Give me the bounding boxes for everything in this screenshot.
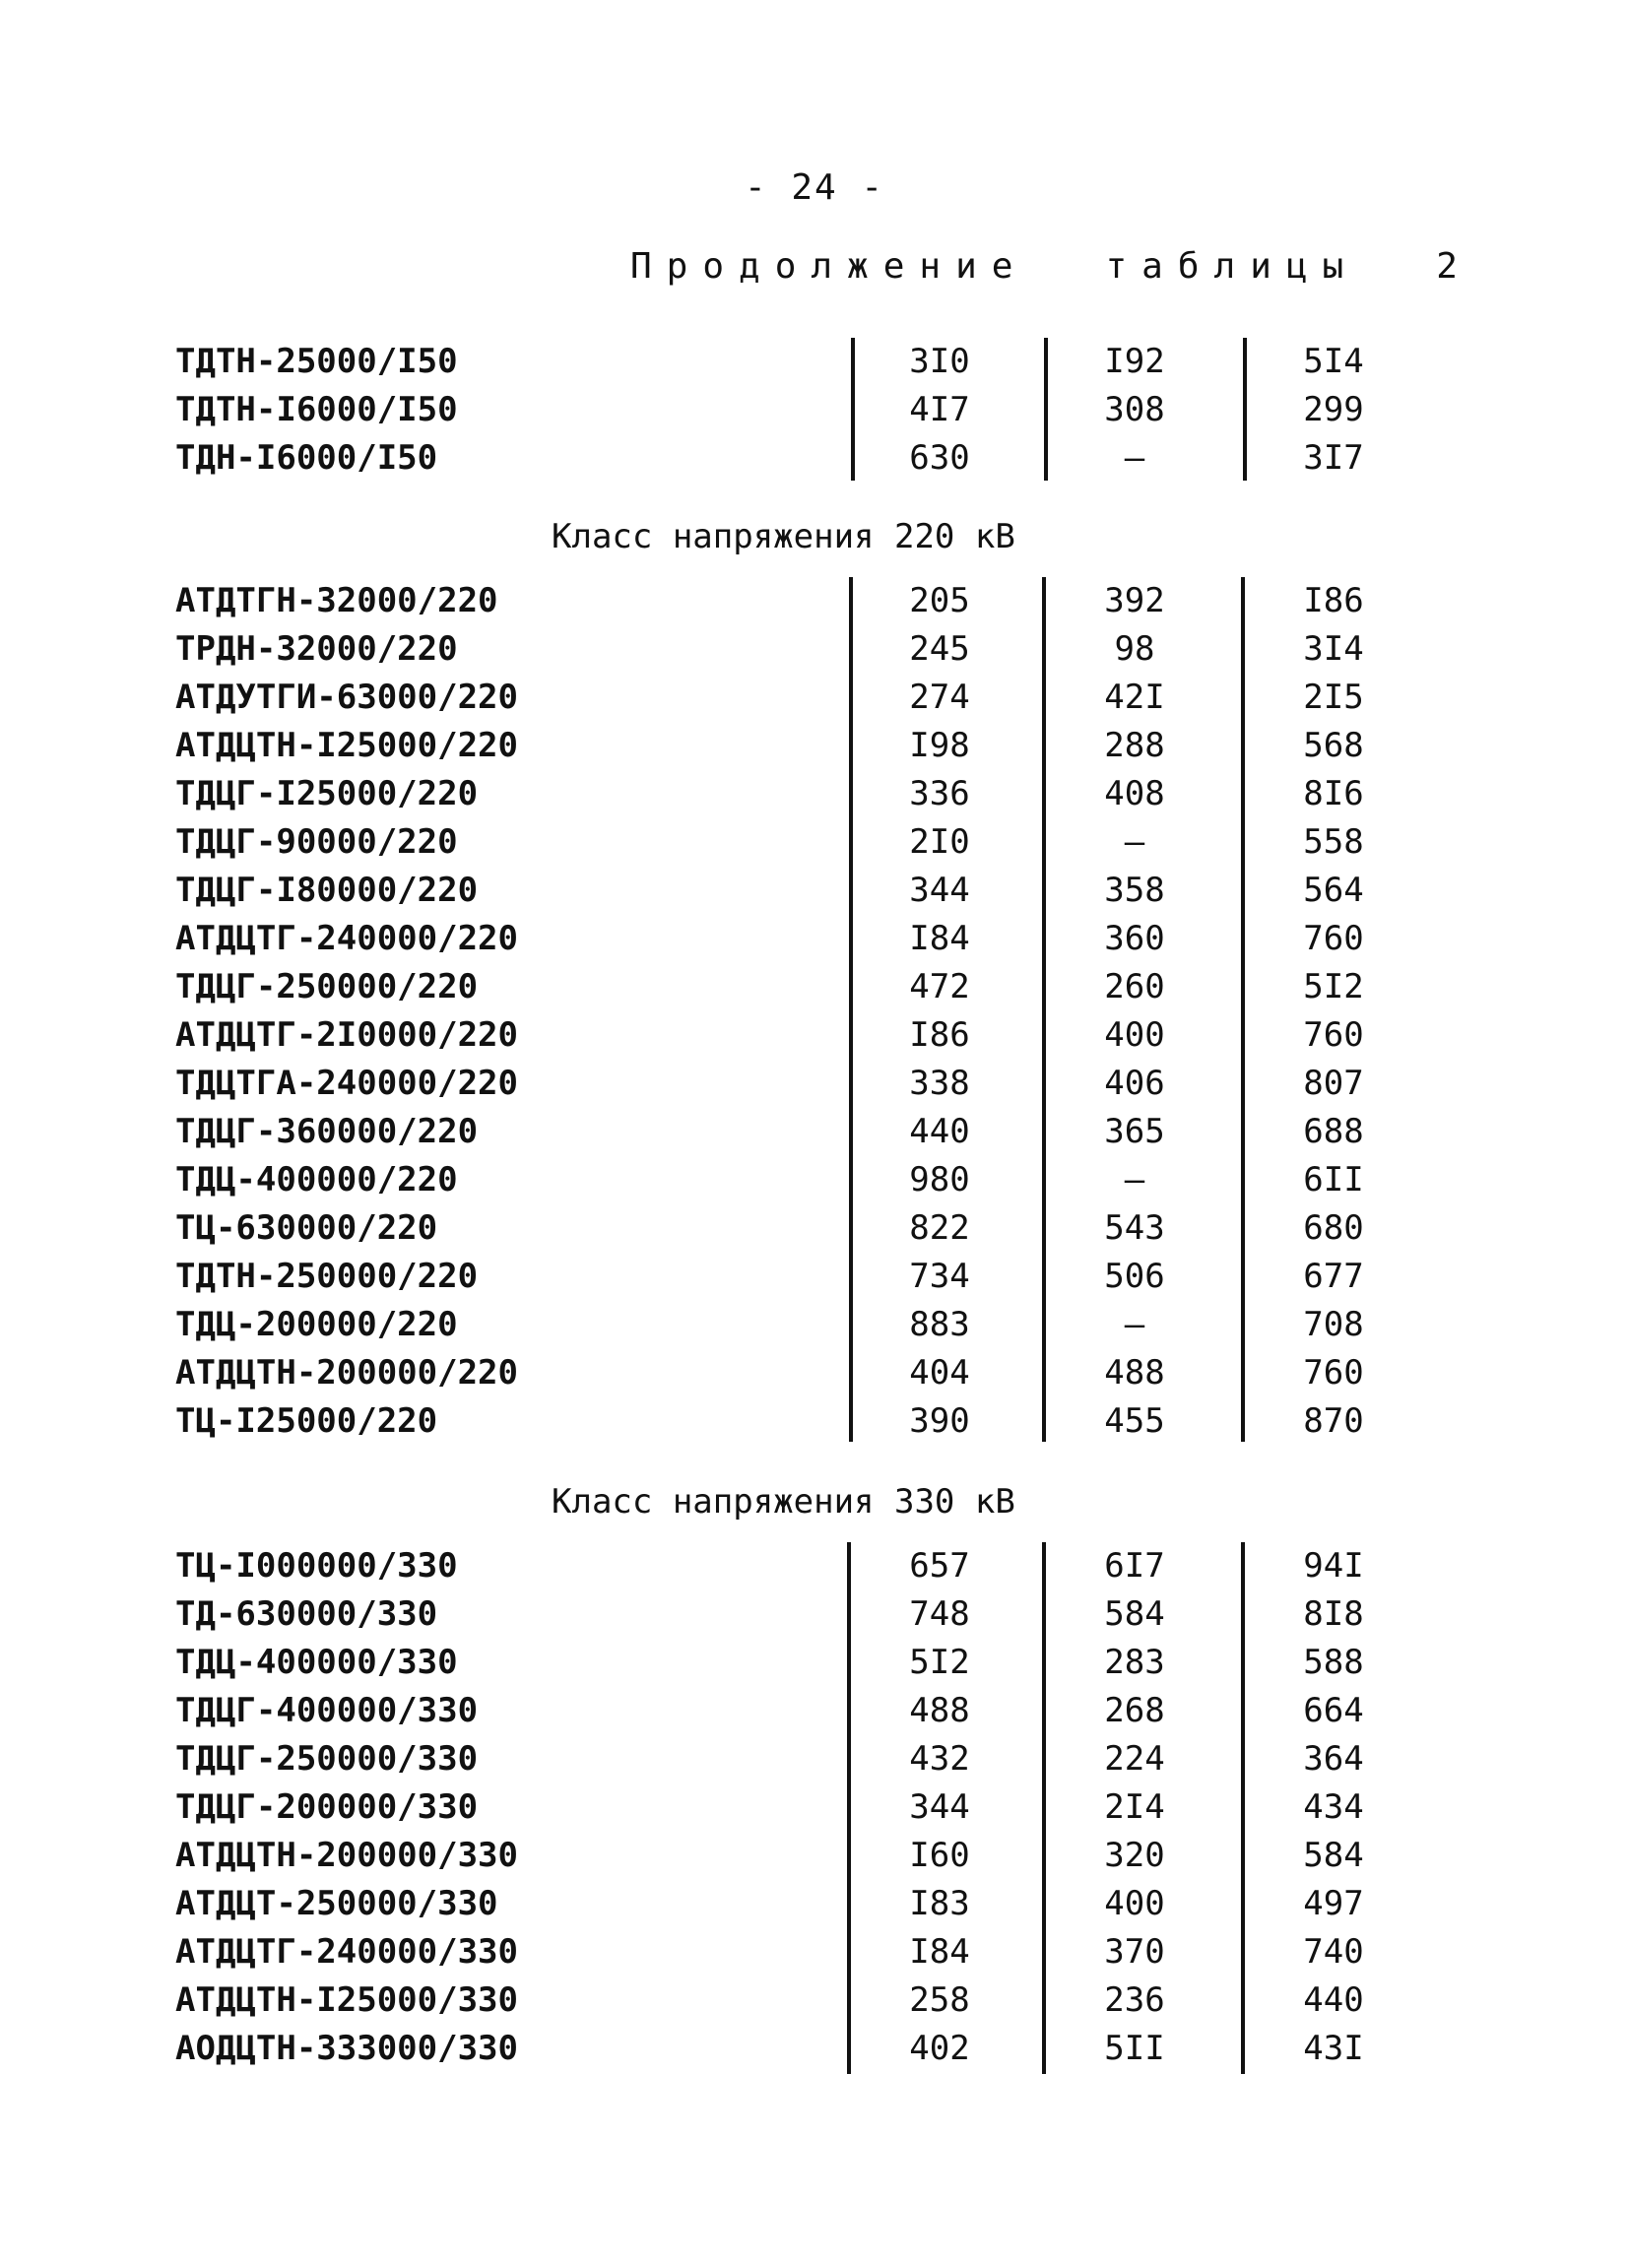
value-cell-c1: 245 (909, 629, 970, 669)
table-row (0, 770, 1629, 818)
value-cell-c2: – (1124, 1305, 1145, 1344)
transformer-type: ТДЦГ-250000/330 (175, 1739, 479, 1779)
value-cell-c3: 870 (1303, 1401, 1364, 1441)
value-cell-c3: 5I2 (1303, 967, 1364, 1006)
value-cell-c3: 8I8 (1303, 1594, 1364, 1634)
value-cell-c3: 43I (1303, 2029, 1364, 2068)
value-cell-c1: I98 (909, 726, 970, 765)
table-row (0, 1349, 1629, 1397)
transformer-type: ТДЦГ-90000/220 (175, 822, 458, 862)
table-row (0, 1639, 1629, 1687)
value-cell-c3: 5I4 (1303, 342, 1364, 381)
value-cell-c2: 268 (1104, 1691, 1165, 1730)
transformer-type: ТРДН-32000/220 (175, 629, 458, 669)
table-row (0, 1156, 1629, 1204)
transformer-type: ТДЦТГА-240000/220 (175, 1064, 518, 1103)
value-cell-c2: 584 (1104, 1594, 1165, 1634)
value-cell-c3: 564 (1303, 871, 1364, 910)
value-cell-c3: 3I4 (1303, 629, 1364, 669)
value-cell-c3: 760 (1303, 919, 1364, 958)
value-cell-c1: 344 (909, 871, 970, 910)
value-cell-c1: 2I0 (909, 822, 970, 862)
value-cell-c2: 224 (1104, 1739, 1165, 1779)
value-cell-c3: 584 (1303, 1836, 1364, 1875)
transformer-type: ТДЦ-200000/220 (175, 1305, 458, 1344)
transformer-type: ТД-630000/330 (175, 1594, 438, 1634)
value-cell-c3: 588 (1303, 1643, 1364, 1682)
table-row (0, 818, 1629, 867)
value-cell-c2: 455 (1104, 1401, 1165, 1441)
table-block-330kv (0, 1542, 1629, 2073)
value-cell-c3: I86 (1303, 581, 1364, 620)
value-cell-c2: – (1124, 1160, 1145, 1199)
transformer-type: АТДЦТГ-240000/220 (175, 919, 518, 958)
value-cell-c3: 8I6 (1303, 774, 1364, 813)
value-cell-c1: 5I2 (909, 1643, 970, 1682)
value-cell-c1: I86 (909, 1015, 970, 1055)
value-cell-c3: 708 (1303, 1305, 1364, 1344)
value-cell-c2: 358 (1104, 871, 1165, 910)
table-row (0, 1832, 1629, 1880)
value-cell-c1: 338 (909, 1064, 970, 1103)
continuation-word: Продолжение (630, 246, 1028, 287)
value-cell-c1: 4I7 (909, 390, 970, 429)
value-cell-c1: 404 (909, 1353, 970, 1393)
value-cell-c2: 308 (1104, 390, 1165, 429)
value-cell-c2: 400 (1104, 1884, 1165, 1923)
table-row (0, 1108, 1629, 1156)
value-cell-c2: 370 (1104, 1932, 1165, 1972)
table-row (0, 1397, 1629, 1446)
value-cell-c2: 408 (1104, 774, 1165, 813)
page-number: - 24 - (744, 167, 885, 208)
table-row (0, 1687, 1629, 1735)
transformer-type: АТДУТГИ-63000/220 (175, 678, 518, 717)
table-row (0, 625, 1629, 674)
value-cell-c3: 760 (1303, 1353, 1364, 1393)
value-cell-c3: 299 (1303, 390, 1364, 429)
value-cell-c3: 6II (1303, 1160, 1364, 1199)
value-cell-c3: 2I5 (1303, 678, 1364, 717)
value-cell-c1: 822 (909, 1208, 970, 1248)
transformer-type: ТДЦ-400000/220 (175, 1160, 458, 1199)
value-cell-c3: 688 (1303, 1112, 1364, 1151)
value-cell-c2: 260 (1104, 967, 1165, 1006)
transformer-type: ТДЦГ-200000/330 (175, 1787, 479, 1827)
table-row (0, 1060, 1629, 1108)
transformer-type: ТДЦГ-400000/330 (175, 1691, 479, 1730)
value-cell-c2: 6I7 (1104, 1546, 1165, 1586)
transformer-type: АТДЦТН-200000/330 (175, 1836, 518, 1875)
value-cell-c2: 543 (1104, 1208, 1165, 1248)
table-rows (0, 577, 1629, 1446)
transformer-type: АТДТГН-32000/220 (175, 581, 498, 620)
table-row (0, 915, 1629, 963)
table-row (0, 1011, 1629, 1060)
table-row (0, 674, 1629, 722)
transformer-type: АТДЦТН-I25000/330 (175, 1980, 518, 2020)
table-block-top (0, 338, 1629, 483)
table-row (0, 722, 1629, 770)
transformer-type: ТДЦ-400000/330 (175, 1643, 458, 1682)
value-cell-c2: 98 (1114, 629, 1155, 669)
value-cell-c3: 807 (1303, 1064, 1364, 1103)
value-cell-c2: 2I4 (1104, 1787, 1165, 1827)
value-cell-c1: I84 (909, 919, 970, 958)
value-cell-c2: – (1124, 438, 1145, 478)
table-row (0, 1880, 1629, 1928)
transformer-type: ТДЦГ-360000/220 (175, 1112, 479, 1151)
value-cell-c3: 760 (1303, 1015, 1364, 1055)
table-row (0, 1204, 1629, 1253)
transformer-type: ТДТН-250000/220 (175, 1257, 479, 1296)
value-cell-c1: 274 (909, 678, 970, 717)
transformer-type: ТЦ-I25000/220 (175, 1401, 438, 1441)
value-cell-c2: 5II (1104, 2029, 1165, 2068)
table-row (0, 1301, 1629, 1349)
value-cell-c1: I84 (909, 1932, 970, 1972)
value-cell-c1: 883 (909, 1305, 970, 1344)
value-cell-c3: 497 (1303, 1884, 1364, 1923)
value-cell-c2: 42I (1104, 678, 1165, 717)
value-cell-c1: 432 (909, 1739, 970, 1779)
table-row (0, 963, 1629, 1011)
table-row (0, 1976, 1629, 2025)
table-row (0, 1590, 1629, 1639)
table-number: 2 (1436, 246, 1458, 287)
transformer-type: ТДН-I6000/I50 (175, 438, 438, 478)
value-cell-c2: 392 (1104, 581, 1165, 620)
table-row (0, 1735, 1629, 1783)
table-word: таблицы (1105, 246, 1359, 287)
value-cell-c2: 488 (1104, 1353, 1165, 1393)
value-cell-c2: 236 (1104, 1980, 1165, 2020)
value-cell-c1: 440 (909, 1112, 970, 1151)
value-cell-c1: 980 (909, 1160, 970, 1199)
transformer-type: АОДЦТН-333000/330 (175, 2029, 518, 2068)
value-cell-c3: 680 (1303, 1208, 1364, 1248)
value-cell-c2: I92 (1104, 342, 1165, 381)
table-row (0, 434, 1629, 483)
transformer-type: ТДЦГ-I80000/220 (175, 871, 479, 910)
value-cell-c1: 3I0 (909, 342, 970, 381)
section-title-330kv: Класс напряжения 330 кВ (552, 1482, 1015, 1522)
table-rows (0, 1542, 1629, 2073)
value-cell-c2: 506 (1104, 1257, 1165, 1296)
value-cell-c3: 440 (1303, 1980, 1364, 2020)
value-cell-c3: 664 (1303, 1691, 1364, 1730)
table-row (0, 2025, 1629, 2073)
transformer-type: АТДЦТН-200000/220 (175, 1353, 518, 1393)
value-cell-c2: 283 (1104, 1643, 1165, 1682)
value-cell-c3: 740 (1303, 1932, 1364, 1972)
value-cell-c3: 3I7 (1303, 438, 1364, 478)
value-cell-c3: 364 (1303, 1739, 1364, 1779)
table-rows (0, 338, 1629, 483)
transformer-type: ТДЦГ-250000/220 (175, 967, 479, 1006)
value-cell-c3: 677 (1303, 1257, 1364, 1296)
value-cell-c3: 558 (1303, 822, 1364, 862)
value-cell-c1: 734 (909, 1257, 970, 1296)
value-cell-c2: 360 (1104, 919, 1165, 958)
value-cell-c1: 258 (909, 1980, 970, 2020)
value-cell-c2: 288 (1104, 726, 1165, 765)
value-cell-c1: 748 (909, 1594, 970, 1634)
value-cell-c2: 320 (1104, 1836, 1165, 1875)
value-cell-c2: 400 (1104, 1015, 1165, 1055)
transformer-type: АТДЦТГ-2I0000/220 (175, 1015, 518, 1055)
table-row (0, 1783, 1629, 1832)
table-row (0, 338, 1629, 386)
table-row (0, 386, 1629, 434)
value-cell-c2: – (1124, 822, 1145, 862)
value-cell-c2: 365 (1104, 1112, 1165, 1151)
value-cell-c1: 390 (909, 1401, 970, 1441)
transformer-type: ТДТН-I6000/I50 (175, 390, 458, 429)
value-cell-c1: 488 (909, 1691, 970, 1730)
value-cell-c1: I60 (909, 1836, 970, 1875)
transformer-type: ТЦ-630000/220 (175, 1208, 438, 1248)
value-cell-c1: 402 (909, 2029, 970, 2068)
table-block-220kv (0, 577, 1629, 1446)
table-row (0, 1542, 1629, 1590)
value-cell-c1: 205 (909, 581, 970, 620)
table-row (0, 1253, 1629, 1301)
transformer-type: АТДЦТ-250000/330 (175, 1884, 498, 1923)
transformer-type: АТДЦТН-I25000/220 (175, 726, 518, 765)
value-cell-c3: 434 (1303, 1787, 1364, 1827)
table-row (0, 577, 1629, 625)
value-cell-c2: 406 (1104, 1064, 1165, 1103)
value-cell-c1: 344 (909, 1787, 970, 1827)
table-row (0, 867, 1629, 915)
value-cell-c1: 472 (909, 967, 970, 1006)
table-continuation-heading (630, 246, 1458, 287)
transformer-type: АТДЦТГ-240000/330 (175, 1932, 518, 1972)
transformer-type: ТЦ-I000000/330 (175, 1546, 458, 1586)
section-title-220kv: Класс напряжения 220 кВ (552, 517, 1015, 556)
value-cell-c1: I83 (909, 1884, 970, 1923)
value-cell-c1: 336 (909, 774, 970, 813)
value-cell-c3: 94I (1303, 1546, 1364, 1586)
table-row (0, 1928, 1629, 1976)
value-cell-c1: 657 (909, 1546, 970, 1586)
transformer-type: ТДЦГ-I25000/220 (175, 774, 479, 813)
transformer-type: ТДТН-25000/I50 (175, 342, 458, 381)
value-cell-c1: 630 (909, 438, 970, 478)
value-cell-c3: 568 (1303, 726, 1364, 765)
